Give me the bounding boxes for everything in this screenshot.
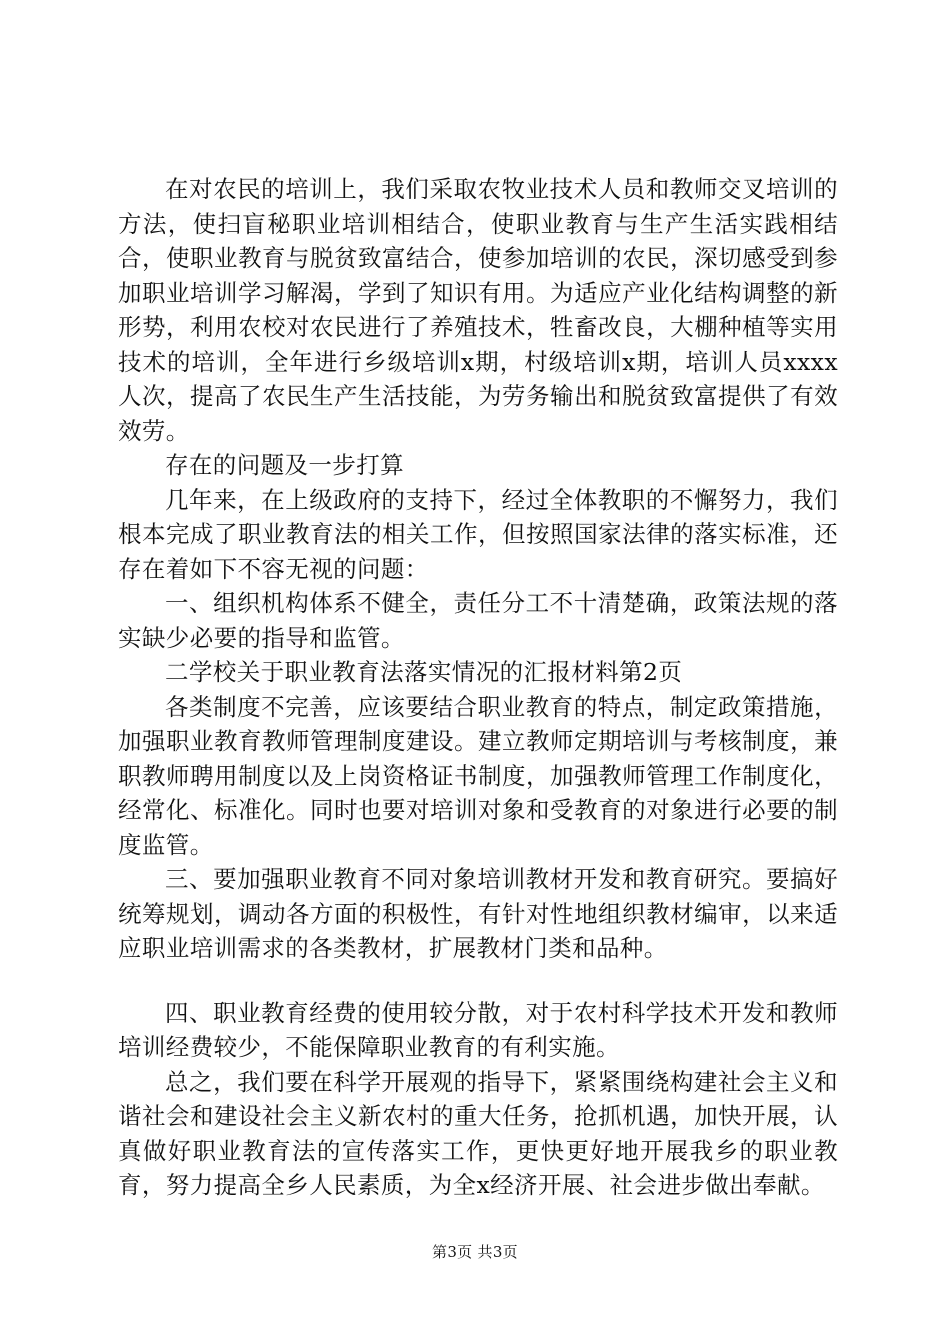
document-body [118, 172, 838, 1203]
paragraph-page-title-line: 二学校关于职业教育法落实情况的汇报材料第2页 [165, 658, 683, 686]
paragraph-conclusion: 总之，我们要在科学开展观的指导下，紧紧围绕构建社会主义和谐社会和建设社会主义新农村的重大任务，抢抓机遇，加快开展，认真做好职业教育法的宣传落实工作，更快更好地开展我乡的职业教育，努力提高全乡人民素质，为全x经济开展、社会进步做出奉献。 [118, 1067, 838, 1199]
paragraph-problems-heading: 存在的问题及一步打算 [165, 451, 404, 479]
paragraph-intro-problems: 几年来，在上级政府的支持下，经过全体教职的不懈努力，我们根本完成了职业教育法的相关工作，但按照国家法律的落实标准，还存在着如下不容无视的问题： [118, 485, 838, 583]
paragraph-farmer-training: 在对农民的培训上，我们采取农牧业技术人员和教师交叉培训的方法，使扫盲秘职业培训相结合，使职业教育与生产生活实践相结合，使职业教育与脱贫致富结合，使参加培训的农民，深切感受到参加职业培训学习解渴，学到了知识有用。为适应产业化结构调整的新形势，利用农校对农民进行了养殖技术，牲畜改良，大棚种植等实用技术的培训，全年进行乡级培训x期，村级培训x期，培训人员xxxx人次，提高了农民生产生活技能，为劳务输出和脱贫致富提供了有效效劳。 [118, 175, 838, 445]
paragraph-systems: 各类制度不完善，应该要结合职业教育的特点，制定政策措施，加强职业教育教师管理制度建设。建立教师定期培训与考核制度，兼职教师聘用制度以及上岗资格证书制度，加强教师管理工作制度化，经常化、标准化。同时也要对培训对象和受教育的对象进行必要的制度监管。 [118, 692, 838, 859]
paragraph-problem-four: 四、职业教育经费的使用较分散，对于农村科学技术开发和教师培训经费较少，不能保障职业教育的有利实施。 [118, 998, 838, 1061]
paragraph-problem-three: 三、要加强职业教育不同对象培训教材开发和教育研究。要搞好统筹规划，调动各方面的积极性，有针对性地组织教材编审，以来适应职业培训需求的各类教材，扩展教材门类和品种。 [118, 865, 838, 962]
paragraph-problem-one: 一、组织机构体系不健全，责任分工不十清楚确，政策法规的落实缺少必要的指导和监管。 [118, 589, 838, 652]
page-number-footer: 第3页 共3页 [432, 1243, 518, 1261]
